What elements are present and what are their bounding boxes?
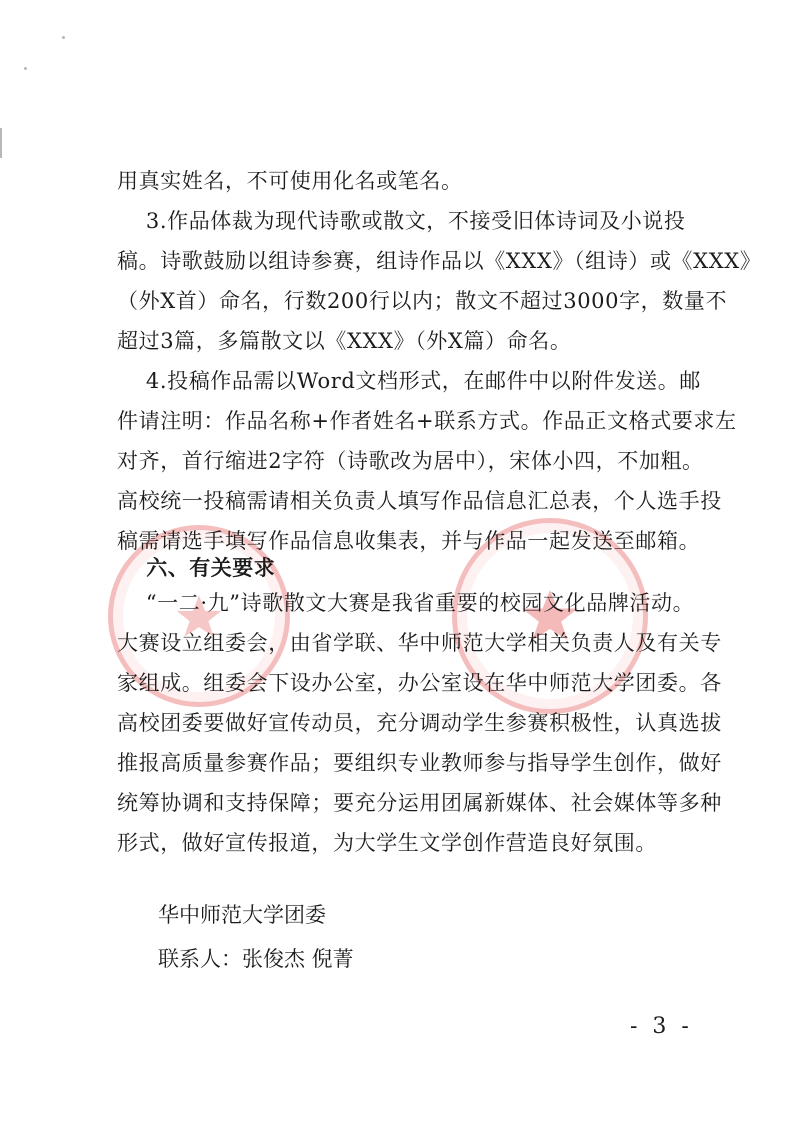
section-line: 推报高质量参赛作品；要组织专业教师参与指导学生创作，做好 [117,751,722,775]
body-line: （外X首）命名，行数200行以内；散文不超过3000字，数量不 [117,289,728,313]
body-line: 件请注明：作品名称+作者姓名+联系方式。作品正文格式要求左 [117,409,737,433]
body-line: 3.作品体裁为现代诗歌或散文，不接受旧体诗词及小说投 [117,209,686,233]
body-line: 高校统一投稿需请相关负责人填写作品信息汇总表，个人选手投 [117,489,722,513]
body-line: 超过3篇，多篇散文以《XXX》（外X篇）命名。 [117,329,572,353]
scan-speck [24,67,27,70]
scan-edge-mark [0,128,2,158]
section-line: 形式，做好宣传报道，为大学生文学创作营造良好氛围。 [117,831,657,855]
body-line: 4.投稿作品需以Word文档形式，在邮件中以附件发送。邮 [117,369,701,393]
section-line: “一二·九”诗歌散文大赛是我省重要的校园文化品牌活动。 [117,591,695,615]
section-line: 高校团委要做好宣传动员，充分调动学生参赛积极性，认真选拔 [117,711,722,735]
scan-speck [62,36,65,39]
signature-contact: 联系人：张俊杰 倪菁 [158,947,354,971]
body-line: 用真实姓名，不可使用化名或笔名。 [117,169,463,193]
page-number: - 3 - [630,1014,693,1039]
section-heading: 六、有关要求 [117,556,276,580]
section-line: 家组成。组委会下设办公室，办公室设在华中师范大学团委。各 [117,671,722,695]
signature-organization: 华中师范大学团委 [158,903,326,927]
section-line: 大赛设立组委会，由省学联、华中师范大学相关负责人及有关专 [117,631,722,655]
body-line: 对齐，首行缩进2字符（诗歌改为居中），宋体小四，不加粗。 [117,449,704,473]
body-line: 稿。诗歌鼓励以组诗参赛，组诗作品以《XXX》（组诗）或《XXX》 [117,249,762,273]
body-line: 稿需请选手填写作品信息收集表，并与作品一起发送至邮箱。 [117,529,701,553]
section-line: 统筹协调和支持保障；要充分运用团属新媒体、社会媒体等多种 [117,791,722,815]
